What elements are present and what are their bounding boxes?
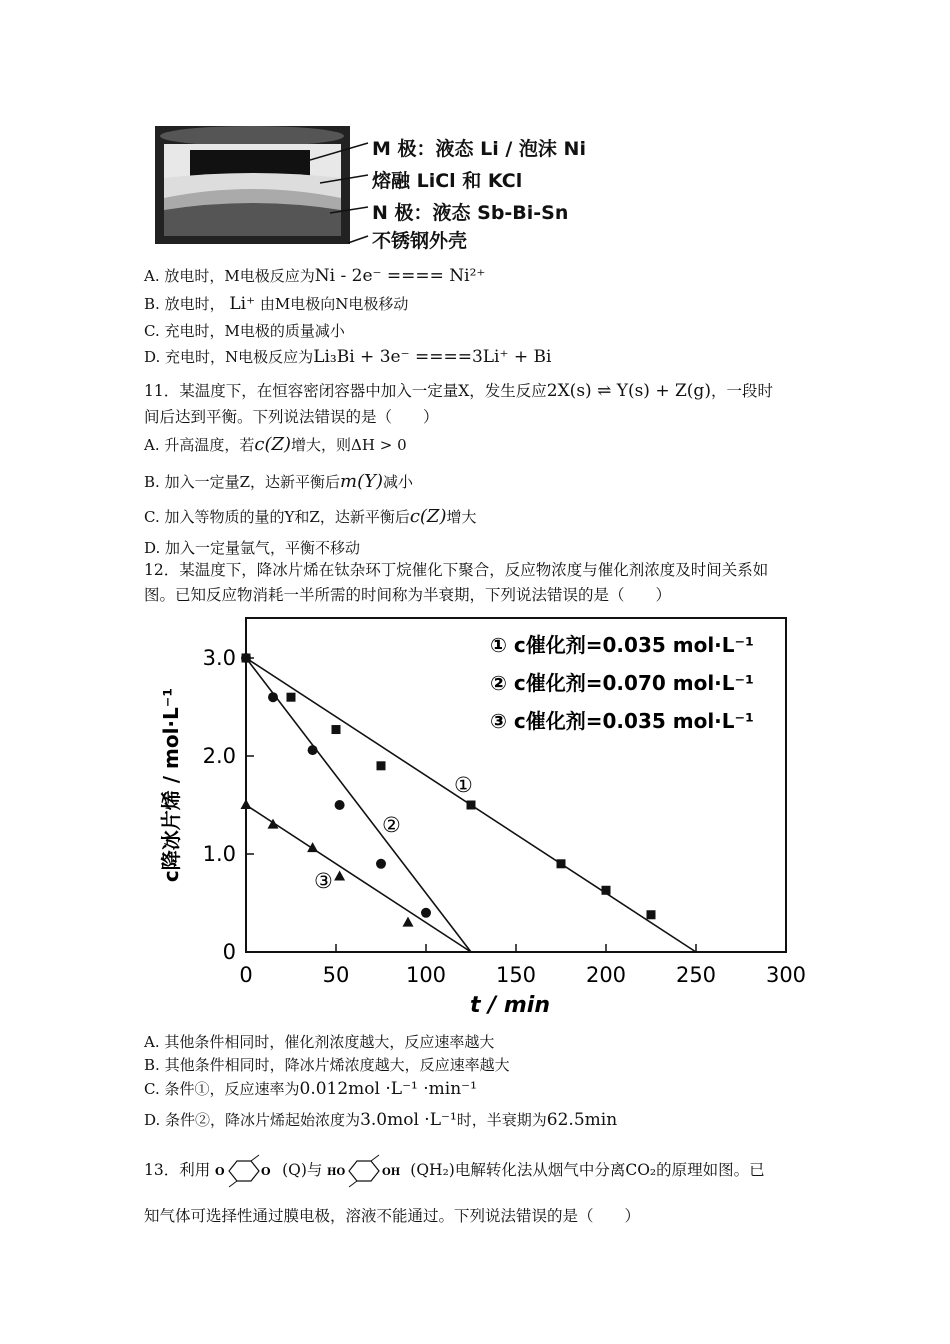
x-axis-label: t / min <box>470 993 550 1018</box>
data-point-circle <box>376 859 386 869</box>
q11-option-d: D. 加入一定量氩气，平衡不移动 <box>144 539 361 557</box>
battery-label-m: M 极：液态 Li / 泡沫 Ni <box>372 138 586 160</box>
leader-lines <box>310 118 370 248</box>
legend-entry-2: ② c催化剂=0.070 mol·L⁻¹ <box>490 671 754 695</box>
x-tick-label: 300 <box>765 963 807 987</box>
y-tick-label: 3.0 <box>202 646 236 670</box>
data-point-circle <box>268 692 278 702</box>
data-point-circle <box>335 800 345 810</box>
svg-text:O: O <box>261 1165 271 1178</box>
battery-label-salt: 熔融 LiCl 和 KCl <box>372 170 523 192</box>
battery-label-n: N 极：液态 Sb-Bi-Sn <box>372 202 569 224</box>
q13-stem-line2: 知气体可选择性通过膜电极，溶液不能通过。下列说法错误的是（ ） <box>144 1207 641 1225</box>
data-point-square <box>332 725 341 734</box>
y-tick-label: 1.0 <box>202 842 236 866</box>
reaction-formula: 2X(s) ⇌ Y(s) + Z(g) <box>546 381 711 401</box>
q12-option-b: B. 其他条件相同时，降冰片烯浓度越大，反应速率越大 <box>144 1056 510 1074</box>
plot-frame <box>246 618 786 952</box>
x-tick-label: 150 <box>495 963 537 987</box>
y-tick-label: 0 <box>222 940 236 964</box>
battery-figure <box>150 118 610 252</box>
svg-text:O: O <box>215 1165 225 1178</box>
battery-label-shell: 不锈钢外壳 <box>372 230 468 252</box>
q12-option-d: D. 条件②，降冰片烯起始浓度为3.0mol ·L⁻¹时，半衰期为62.5min <box>144 1110 618 1130</box>
formula: Li⁺ <box>229 294 256 314</box>
data-point-triangle <box>334 871 345 881</box>
x-tick-label: 50 <box>322 963 350 987</box>
q12-stem-line2: 图。已知反应物消耗一半所需的时间称为半衰期，下列说法错误的是（ ） <box>144 586 672 604</box>
svg-text:OH: OH <box>382 1167 401 1178</box>
x-tick-label: 250 <box>675 963 717 987</box>
x-tick-label: 0 <box>239 963 253 987</box>
svg-text:HO: HO <box>327 1167 346 1178</box>
series-label-3: ③ <box>314 869 333 893</box>
q11-stem-line1: 11．某温度下，在恒容密闭容器中加入一定量X，发生反应2X(s) ⇌ Y(s) + Z(g)，一段时 <box>144 381 773 401</box>
series-line-2 <box>246 658 471 952</box>
y-tick-label: 2.0 <box>202 744 236 768</box>
data-point-circle <box>308 745 318 755</box>
q13-stem-line1: 13．利用 O O (Q)与 HO OH (QH₂)电解转化法从烟气中分离CO₂的原理如图。已 <box>144 1153 765 1189</box>
data-point-triangle <box>241 799 252 809</box>
q11-option-a: A. 升高温度，若c(Z)增大，则ΔH > 0 <box>144 434 407 455</box>
q10-option-b: B. 放电时， Li⁺ 由M电极向N电极移动 <box>144 294 409 314</box>
data-point-square <box>377 761 386 770</box>
series-label-1: ① <box>454 773 473 797</box>
formula: Li₃Bi + 3e⁻ ====3Li⁺ + Bi <box>313 347 552 367</box>
y-axis-label: c降冰片烯 / mol·L⁻¹ <box>159 687 183 883</box>
q11-option-c: C. 加入等物质的量的Y和Z，达新平衡后c(Z)增大 <box>144 506 477 527</box>
q10-option-d: D. 充电时，N电极反应为Li₃Bi + 3e⁻ ====3Li⁺ + Bi <box>144 347 552 367</box>
hydroquinone-structure <box>327 1153 405 1189</box>
data-point-triangle <box>403 917 414 927</box>
series-line-3 <box>246 805 471 952</box>
data-point-square <box>647 910 656 919</box>
legend-entry-1: ① c催化剂=0.035 mol·L⁻¹ <box>490 633 754 657</box>
x-tick-label: 200 <box>585 963 627 987</box>
data-point-square <box>602 886 611 895</box>
q11-stem-line2: 间后达到平衡。下列说法错误的是（ ） <box>144 408 439 426</box>
data-point-square <box>287 693 296 702</box>
data-point-circle <box>241 653 251 663</box>
legend-entry-3: ③ c催化剂=0.035 mol·L⁻¹ <box>490 709 754 733</box>
data-point-square <box>557 859 566 868</box>
data-point-square <box>467 801 476 810</box>
q10-option-a: A. 放电时，M电极反应为Ni - 2e⁻ ==== Ni²⁺ <box>144 266 486 286</box>
data-point-circle <box>421 908 431 918</box>
q12-stem-line1: 12．某温度下，降冰片烯在钛杂环丁烷催化下聚合，反应物浓度与催化剂浓度及时间关系如 <box>144 561 769 579</box>
q11-option-b: B. 加入一定量Z，达新平衡后m(Y)减小 <box>144 471 414 492</box>
concentration-time-chart <box>150 610 810 1020</box>
quinone-structure <box>215 1153 277 1189</box>
x-tick-label: 100 <box>405 963 447 987</box>
legend <box>490 633 754 733</box>
formula: Ni - 2e⁻ ==== Ni²⁺ <box>314 266 486 286</box>
q12-option-a: A. 其他条件相同时，催化剂浓度越大，反应速率越大 <box>144 1033 495 1051</box>
data-point-triangle <box>307 842 318 852</box>
series-label-2: ② <box>382 813 401 837</box>
q10-option-c: C. 充电时，M电极的质量减小 <box>144 322 345 340</box>
q12-option-c: C. 条件①，反应速率为0.012mol ·L⁻¹ ·min⁻¹ <box>144 1079 477 1099</box>
